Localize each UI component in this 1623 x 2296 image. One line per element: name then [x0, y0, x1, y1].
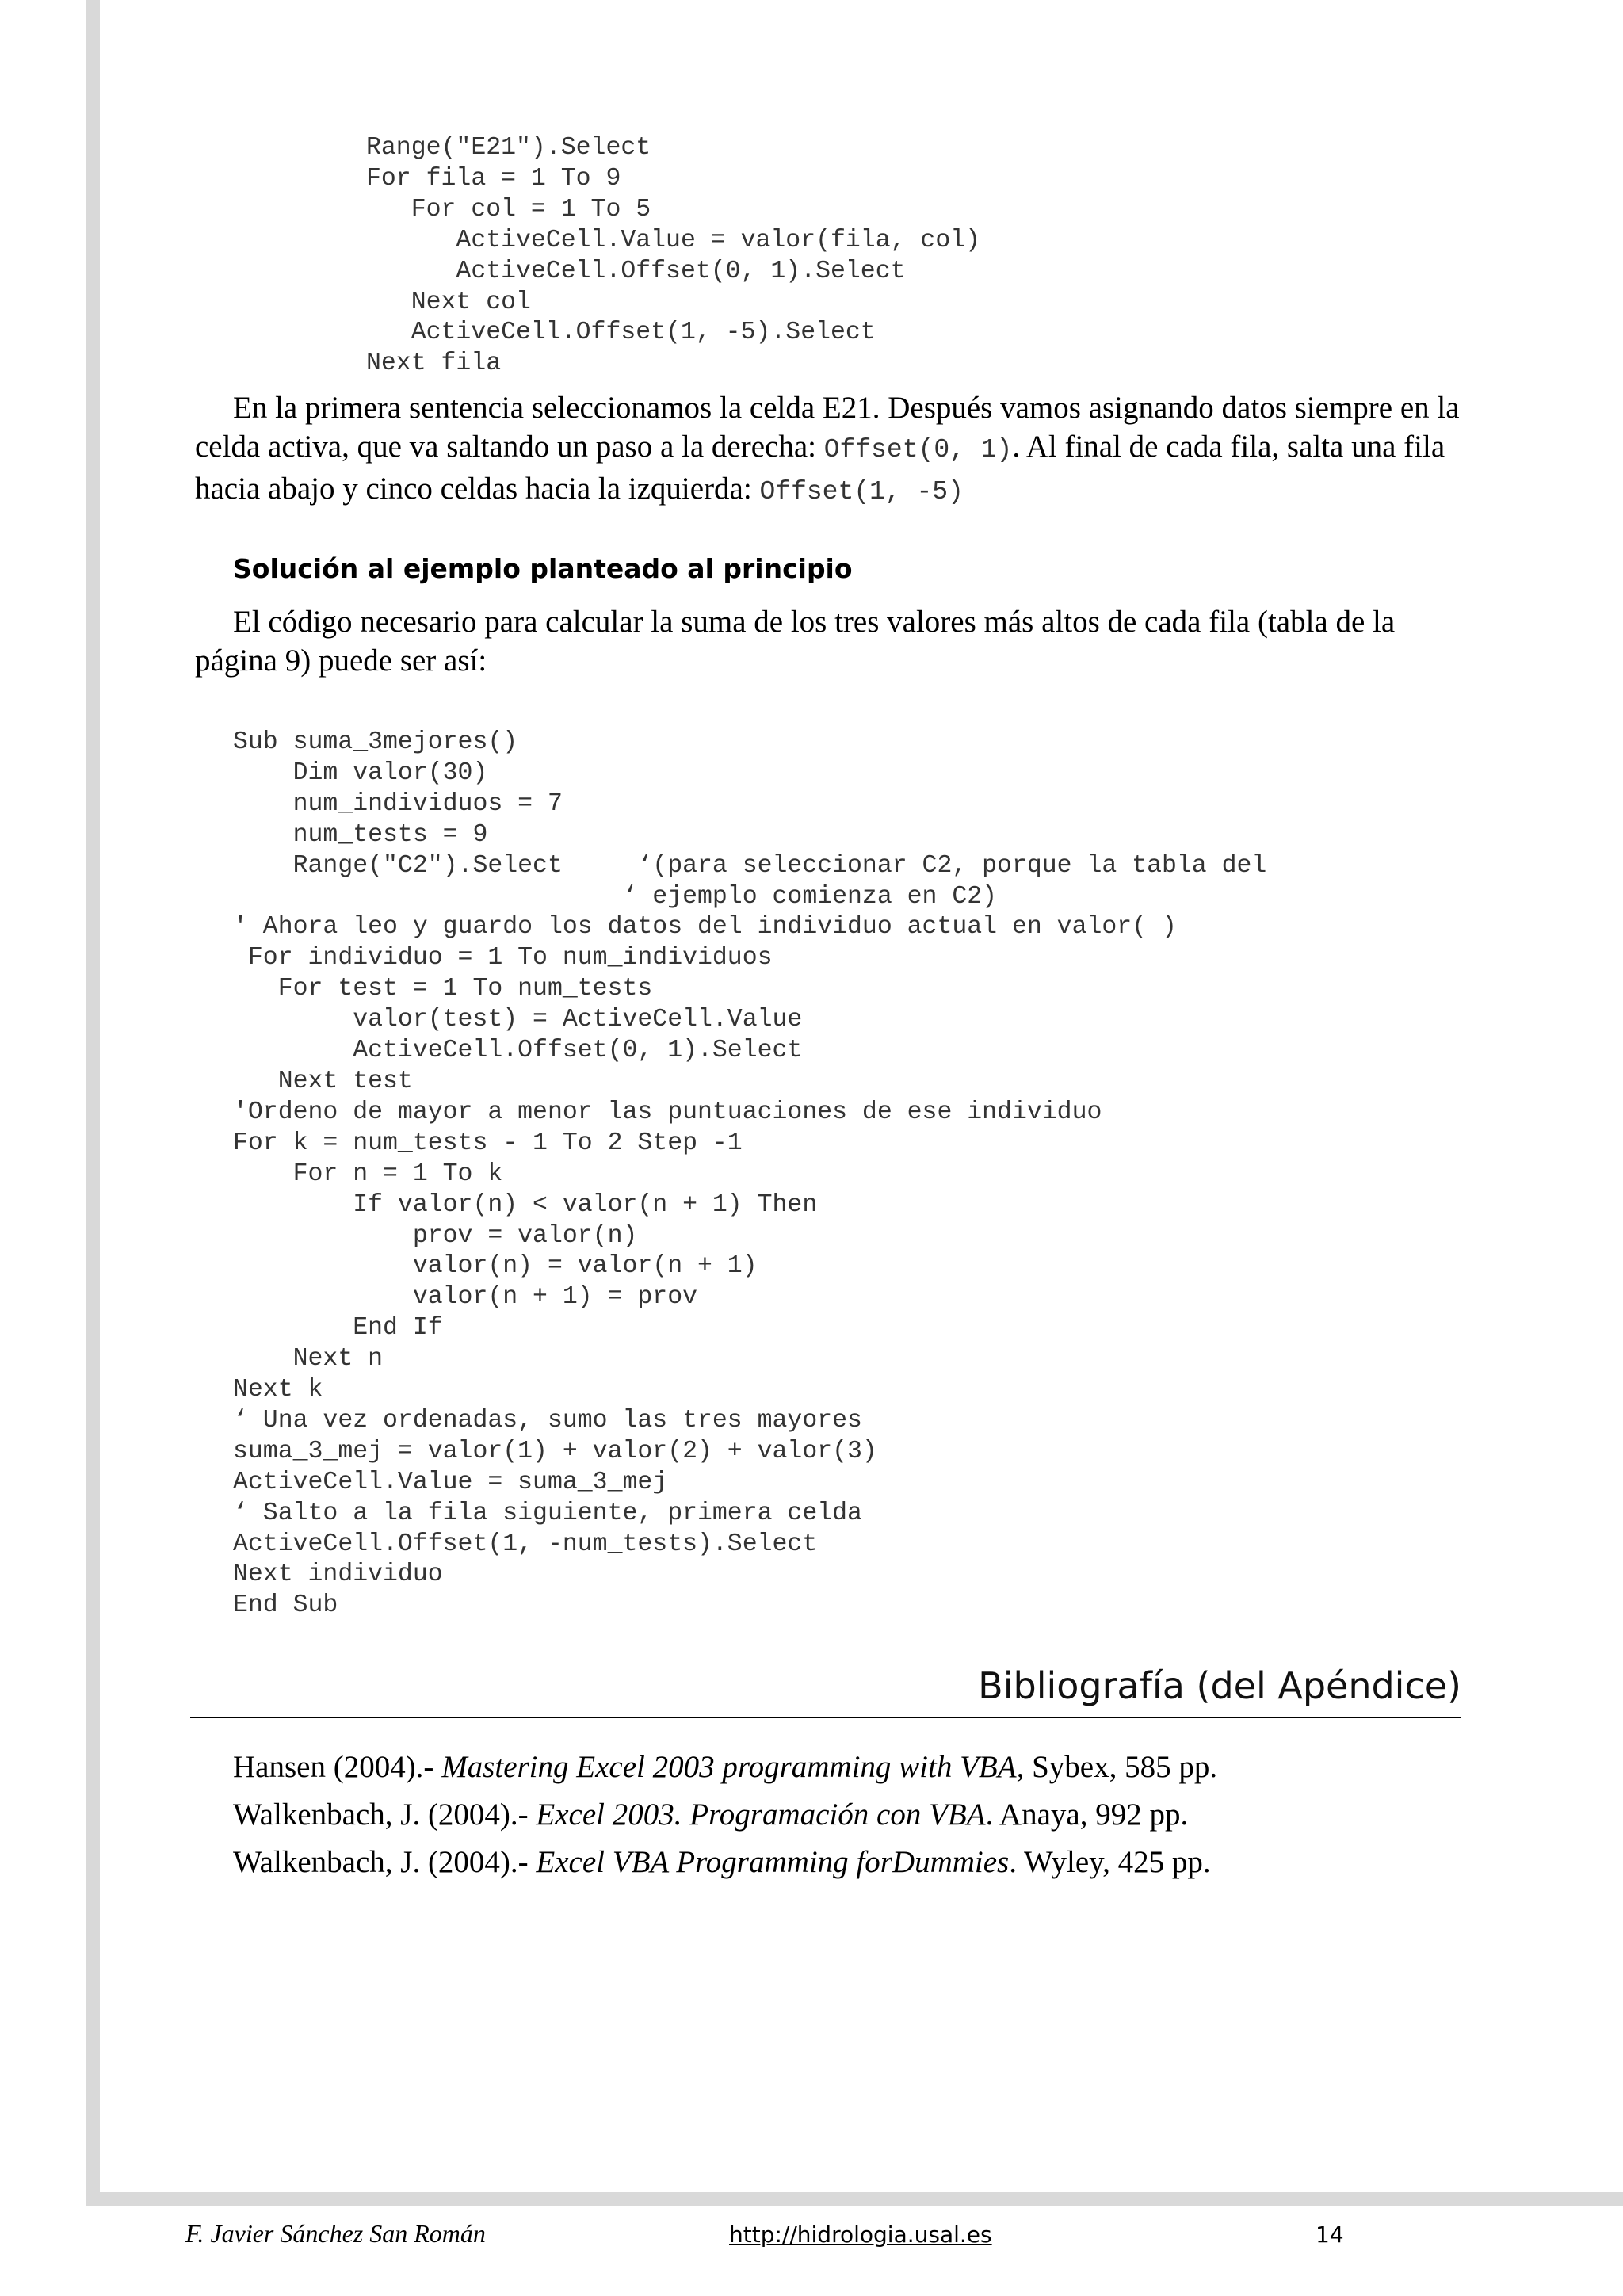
bibliography-item: [233, 1795, 1188, 1834]
paragraph-text-b: . Al final de cada fila, salta una fila hacia abajo y cinco celdas hacia la izquierda:: [195, 430, 1445, 506]
ref-publisher: . Anaya, 992 pp.: [985, 1797, 1189, 1832]
paragraph-explanation: [195, 388, 1468, 511]
footer-url-link[interactable]: http://hidrologia.usal.es: [729, 2222, 992, 2248]
bibliography-item: [233, 1843, 1211, 1881]
ref-title: Excel VBA Programming forDummies: [536, 1845, 1010, 1879]
ref-publisher: Sybex, 585 pp.: [1024, 1750, 1218, 1784]
bibliography-item: [233, 1748, 1217, 1786]
code-block-loop: Range("E21").Select For fila = 1 To 9 For col = 1 To 5 ActiveCell.Value = valor(fila, col) ActiveCell.Offset(0, 1).Select Next col ActiveCell.Offset(1, -5).Select Next fila: [366, 134, 981, 378]
code-block-sub: Sub suma_3mejores() Dim valor(30) num_individuos = 7 num_tests = 9 Range("C2").Select ‘(para seleccionar C2, porque la tabla del ‘ ejemplo comienza en C2) ' Ahora leo y guardo los datos del individuo actual en valor( ) For individuo = 1 To num_individuos For test = 1 To num_tests valor(test) = ActiveCell.Value ActiveCell.Offset(0, 1).Select Next test 'Ordeno de mayor a menor las puntuaciones de ese individuo For k = num_tests - 1 To 2 Step -1 For n = 1 To k If valor(n) < valor(n + 1) Then prov = valor(n) valor(n) = valor(n + 1) valor(n + 1) = prov End If Next n Next k ‘ Una vez ordenadas, sumo las tres mayores suma_3_mej = valor(1) + valor(2) + valor(3) ActiveCell.Value = suma_3_mej ‘ Salto a la fila siguiente, primera celda ActiveCell.Offset(1, -num_tests).Select Next individuo End Sub: [233, 728, 1267, 1620]
paragraph-intro-code: [195, 602, 1468, 680]
ref-publisher: . Wyley, 425 pp.: [1009, 1845, 1211, 1879]
page-frame-left: [86, 0, 100, 2205]
footer-author: F. Javier Sánchez San Román: [185, 2219, 486, 2248]
paragraph-intro-text: El código necesario para calcular la suma de los tres valores más altos de cada fila (tabla de la página 9) puede ser así:: [195, 605, 1396, 678]
paragraph-text-a: En la primera sentencia seleccionamos la celda E21. Después vamos asignando datos siempre en la celda activa, que va saltando un paso a la derecha:: [195, 391, 1460, 464]
page-frame-bottom: [86, 2192, 1623, 2206]
section-heading: Solución al ejemplo planteado al principio: [233, 553, 853, 584]
bibliography-heading: Bibliografía (del Apéndice): [978, 1664, 1461, 1707]
ref-author: Hansen (2004).-: [233, 1750, 442, 1784]
inline-code-offset-2: Offset(1, -5): [759, 477, 964, 506]
ref-title: Excel 2003. Programación con VBA: [536, 1797, 986, 1832]
inline-code-offset-1: Offset(0, 1): [823, 435, 1013, 464]
ref-title: Mastering Excel 2003 programming with VBA,: [441, 1750, 1025, 1784]
page-number: 14: [1316, 2222, 1344, 2248]
bibliography-rule: [190, 1717, 1461, 1718]
ref-author: Walkenbach, J. (2004).-: [233, 1797, 537, 1832]
ref-author: Walkenbach, J. (2004).-: [233, 1845, 537, 1879]
